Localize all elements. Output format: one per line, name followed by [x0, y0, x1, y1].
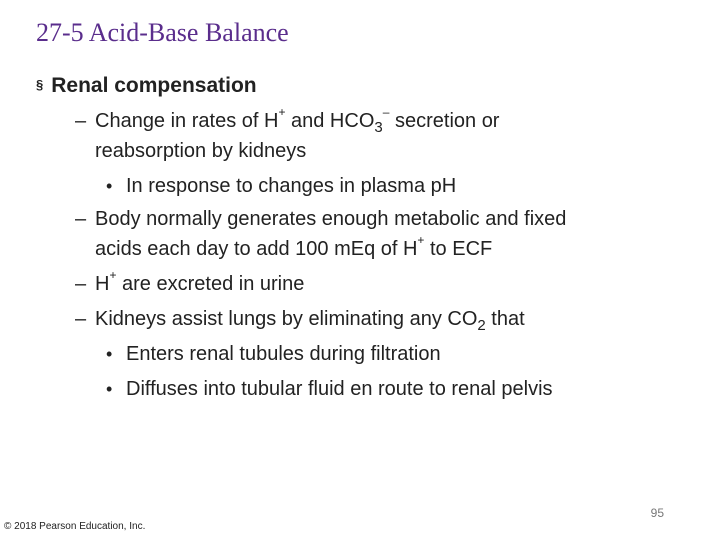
text-part: Kidneys assist lungs by eliminating any CO — [95, 308, 478, 330]
subscript: 2 — [477, 317, 486, 334]
text-part: In response to changes in plasma pH — [126, 175, 457, 197]
dash-bullet: – — [75, 273, 87, 295]
heading-renal-compensation — [36, 74, 257, 98]
dash-bullet: – — [75, 208, 87, 230]
copyright-notice: © 2018 Pearson Education, Inc. — [4, 521, 146, 532]
text-part: to ECF — [424, 238, 493, 260]
text-part: Diffuses into tubular fluid en route to renal pelvis — [126, 378, 553, 400]
section-bullet-icon: § — [36, 77, 44, 92]
list-item-diffuses — [106, 375, 553, 403]
subscript: 3 — [374, 119, 383, 136]
heading-text: Renal compensation — [51, 74, 257, 97]
superscript: + — [278, 105, 286, 119]
list-item-enters-tubules — [106, 340, 441, 368]
text-part: and HCO — [285, 110, 375, 132]
list-item-h-excreted — [75, 270, 304, 298]
list-item-plasma-ph — [106, 172, 456, 200]
page-number: 95 — [650, 506, 664, 520]
dash-bullet: – — [75, 308, 87, 330]
text-part: secretion or — [389, 110, 500, 132]
list-item-change-rates — [75, 107, 499, 135]
text-part: that — [485, 308, 525, 330]
list-item-kidneys-assist — [75, 305, 525, 333]
text-part: H — [95, 273, 110, 295]
text-part: are excreted in urine — [116, 273, 305, 295]
text-part: Body normally generates enough metabolic and fixed — [95, 208, 567, 230]
text-part: Enters renal tubules during filtration — [126, 343, 441, 365]
dot-bullet: • — [106, 176, 113, 196]
slide-title: 27-5 Acid-Base Balance — [36, 18, 289, 47]
list-item-continuation — [95, 235, 492, 263]
superscript: + — [109, 268, 117, 282]
list-item-continuation: reabsorption by kidneys — [95, 140, 307, 162]
dash-bullet: – — [75, 110, 87, 132]
superscript: – — [382, 105, 390, 119]
dot-bullet: • — [106, 379, 113, 399]
list-item-body-generates — [75, 205, 566, 233]
dot-bullet: • — [106, 344, 113, 364]
text-part: acids each day to add 100 mEq of H — [95, 238, 418, 260]
superscript: + — [417, 233, 425, 247]
text-part: Change in rates of H — [95, 110, 279, 132]
